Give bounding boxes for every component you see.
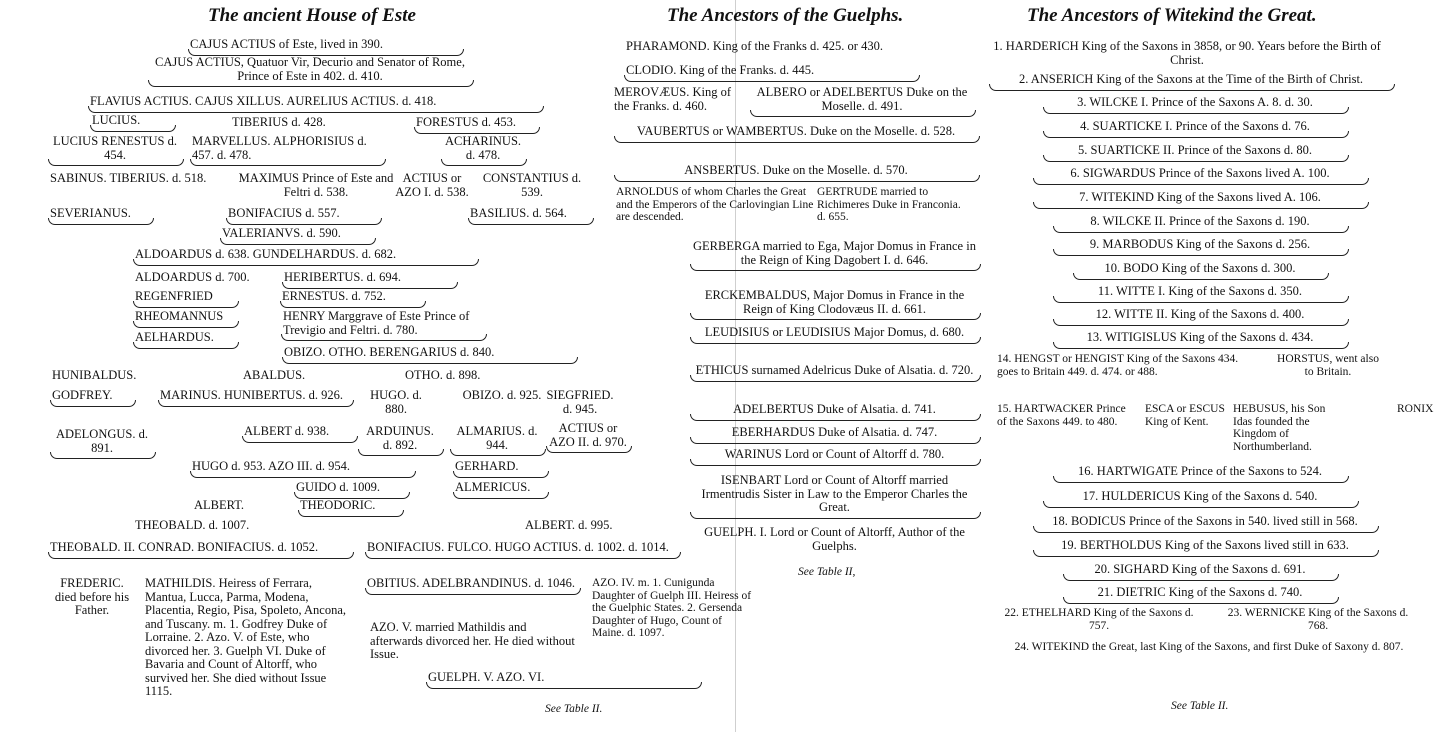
bracket-line — [690, 264, 981, 271]
genealogy-entry: FORESTUS d. 453. — [416, 115, 517, 129]
genealogy-entry: ARNOLDUS of whom Charles the Great and the Emperors of the Carlovingian Line are descended. — [616, 186, 814, 223]
bracket-line — [50, 400, 136, 407]
bracket-line — [298, 510, 404, 517]
bracket-line — [190, 471, 416, 478]
genealogy-entry: MARINUS. HUNIBERTUS. d. 926. — [160, 388, 343, 402]
genealogy-entry: ALMARIUS. d. 944. — [456, 424, 538, 452]
genealogy-entry: 13. WITIGISLUS King of the Saxons d. 434. — [1086, 330, 1314, 344]
genealogy-entry: ALBERT. d. 995. — [525, 518, 613, 532]
genealogy-entry: HENRY Marggrave of Este Prince of Trevigio and Feltri. d. 780. — [283, 309, 470, 337]
genealogy-entry: 14. HENGST or HENGIST King of the Saxons 434. goes to Britain 449. d. 474. or 488. — [997, 353, 1239, 378]
genealogy-entry: FREDERIC. died before his Father. — [54, 576, 130, 617]
bracket-line — [690, 337, 981, 344]
genealogy-entry: WARINUS Lord or Count of Altorff d. 780. — [724, 447, 945, 461]
bracket-line — [294, 492, 410, 499]
genealogy-entry: OTHO. d. 898. — [405, 368, 481, 382]
bracket-line — [282, 357, 578, 364]
bracket-line — [453, 492, 549, 499]
genealogy-entry: ERCKEMBALDUS, Major Domus in France in the Reign of King Clodovæus II. d. 661. — [704, 288, 965, 316]
genealogy-entry: BASILIUS. d. 564. — [470, 206, 567, 220]
genealogy-entry: MARVELLUS. ALPHORISIUS d. 457. d. 478. — [192, 134, 367, 162]
genealogy-entry: OBITIUS. ADELBRANDINUS. d. 1046. — [367, 576, 575, 590]
genealogy-entry: BONIFACIUS. FULCO. HUGO ACTIUS. d. 1002. d. 1014. — [367, 540, 669, 554]
bracket-line — [1053, 342, 1349, 349]
genealogy-entry: HUNIBALDUS. — [52, 368, 137, 382]
genealogy-entry: SABINUS. TIBERIUS. d. 518. — [50, 171, 207, 185]
genealogy-entry: 6. SIGWARDUS Prince of the Saxons lived A. 100. — [1070, 166, 1330, 180]
genealogy-entry: ETHICUS surnamed Adelricus Duke of Alsatia. d. 720. — [695, 363, 974, 377]
page-title-guelphs: The Ancestors of the Guelphs. — [667, 5, 904, 26]
bracket-line — [614, 175, 980, 182]
bracket-line — [158, 400, 354, 407]
genealogy-entry: GERBERGA married to Ega, Major Domus in France in the Reign of King Dagobert I. d. 646. — [693, 239, 976, 267]
bracket-line — [1043, 131, 1349, 138]
bracket-line — [133, 342, 239, 349]
genealogy-entry: 22. ETHELHARD King of the Saxons d. 757. — [1004, 607, 1194, 632]
genealogy-entry: AZO. IV. m. 1. Cunigunda Daughter of Guelph III. Heiress of the Guelphic States. 2. Gersenda Daughter of Hugo, Count of Maine. d. 1097. — [592, 577, 752, 639]
bracket-line — [133, 259, 479, 266]
page-title-witekind: The Ancestors of Witekind the Great. — [1027, 5, 1317, 26]
genealogy-entry: ARDUINUS. d. 892. — [366, 424, 434, 452]
genealogy-entry: 9. MARBODUS King of the Saxons d. 256. — [1089, 237, 1311, 251]
genealogy-entry: GERTRUDE married to Richimeres Duke in Franconia. d. 655. — [817, 186, 961, 223]
genealogy-entry: MEROVÆUS. King of the Franks. d. 460. — [614, 85, 732, 113]
genealogy-entry: THEOBALD. d. 1007. — [135, 518, 250, 532]
genealogy-entry: ALDOARDUS d. 638. GUNDELHARDUS. d. 682. — [135, 247, 397, 261]
genealogy-entry: HUGO. d. 880. — [370, 388, 422, 416]
genealogy-entry: RHEOMANNUS — [135, 309, 224, 323]
genealogy-entry: 4. SUARTICKE I. Prince of the Saxons d. 76. — [1080, 119, 1310, 133]
genealogy-entry: 16. HARTWIGATE Prince of the Saxons to 524. — [1077, 464, 1322, 478]
bracket-line — [1053, 226, 1349, 233]
genealogy-entry: 17. HULDERICUS King of the Saxons d. 540. — [1082, 489, 1318, 503]
bracket-line — [88, 106, 544, 113]
genealogy-entry: GUELPH. I. Lord or Count of Altorff, Author of the Guelphs. — [704, 525, 965, 553]
genealogy-entry: CAJUS ACTIUS of Este, lived in 390. — [190, 37, 384, 51]
genealogy-entry: REGENFRIED — [135, 289, 213, 303]
genealogy-entry: EBERHARDUS Duke of Alsatia. d. 747. — [731, 425, 938, 439]
genealogy-entry: GUELPH. V. AZO. VI. — [428, 670, 545, 684]
genealogy-entry: 7. WITEKIND King of the Saxons lived A. 106. — [1079, 190, 1321, 204]
genealogy-entry: LUCIUS RENESTUS d. 454. — [53, 134, 177, 162]
genealogy-entry: ABALDUS. — [243, 368, 306, 382]
genealogy-entry: GERHARD. — [455, 459, 519, 473]
page-ancestors-witekind — [985, 0, 1456, 732]
bracket-line — [220, 238, 376, 245]
genealogy-entry: 3. WILCKE I. Prince of the Saxons A. 8. d. 30. — [1077, 95, 1313, 109]
genealogy-entry: ESCA or ESCUS King of Kent. — [1145, 403, 1225, 428]
bracket-line — [690, 414, 981, 421]
bracket-line — [281, 334, 487, 341]
genealogy-entry: ADELBERTUS Duke of Alsatia. d. 741. — [733, 402, 936, 416]
genealogy-entry: 15. HARTWACKER Prince of the Saxons 449. to 480. — [997, 403, 1126, 428]
bracket-line — [989, 84, 1395, 91]
bracket-line — [690, 459, 981, 466]
bracket-line — [48, 552, 354, 559]
bracket-line — [48, 218, 154, 225]
bracket-line — [468, 218, 594, 225]
genealogy-entry: ISENBART Lord or Count of Altorff married Irmentrudis Sister in Law to the Emperor Charles the Great. — [701, 473, 968, 514]
genealogy-entry: LEUDISIUS or LEUDISIUS Major Domus, d. 680. — [704, 325, 965, 339]
genealogy-entry: 12. WITTE II. King of the Saxons d. 400. — [1095, 307, 1305, 321]
genealogy-entry: ACTIUS or AZO I. d. 538. — [395, 171, 469, 199]
bracket-line — [1033, 550, 1379, 557]
genealogy-entry: ADELONGUS. d. 891. — [55, 427, 148, 455]
bracket-line — [280, 301, 426, 308]
genealogy-entry: AZO. V. married Mathildis and afterwards divorced her. He died without Issue. — [370, 620, 575, 661]
genealogy-entry: 8. WILCKE II. Prince of the Saxons d. 190. — [1090, 214, 1310, 228]
genealogy-entry: VALERIANVS. d. 590. — [222, 226, 341, 240]
genealogy-entry: OBIZO. d. 925. — [462, 388, 542, 402]
genealogy-entry: 24. WITEKIND the Great, last King of the Saxons, and first Duke of Saxony d. 807. — [1014, 641, 1404, 653]
page-ancestors-guelphs — [612, 0, 992, 732]
genealogy-entry: TIBERIUS d. 428. — [232, 115, 326, 129]
genealogy-entry: 19. BERTHOLDUS King of the Saxons lived still in 633. — [1061, 538, 1349, 552]
bracket-line — [226, 218, 382, 225]
genealogy-entry: ALBERO or ADELBERTUS Duke on the Moselle. d. 491. — [756, 85, 968, 113]
bracket-line — [690, 512, 981, 519]
genealogy-entry: 2. ANSERICH King of the Saxons at the Time of the Birth of Christ. — [1018, 72, 1364, 86]
genealogy-entry: CONSTANTIUS d. 539. — [482, 171, 582, 199]
genealogy-entry: ALMERICUS. — [455, 480, 531, 494]
bracket-line — [1063, 597, 1339, 604]
bracket-line — [1063, 574, 1339, 581]
bracket-line — [190, 159, 386, 166]
bracket-line — [90, 125, 176, 132]
see-table-note-guelphs: See Table II, — [798, 566, 856, 578]
genealogy-entry: SIEGFRIED. d. 945. — [546, 388, 614, 416]
genealogy-entry: VAUBERTUS or WAMBERTUS. Duke on the Moselle. d. 528. — [636, 124, 956, 138]
genealogy-entry: 20. SIGHARD King of the Saxons d. 691. — [1094, 562, 1306, 576]
genealogy-entry: FLAVIUS ACTIUS. CAJUS XILLUS. AURELIUS ACTIUS. d. 418. — [90, 94, 437, 108]
genealogy-entry: 11. WITTE I. King of the Saxons d. 350. — [1097, 284, 1303, 298]
bracket-line — [242, 436, 358, 443]
genealogy-entry: CLODIO. King of the Franks. d. 445. — [626, 63, 815, 77]
bracket-line — [614, 136, 980, 143]
bracket-line — [133, 301, 239, 308]
bracket-line — [1043, 107, 1349, 114]
genealogy-entry: MATHILDIS. Heiress of Ferrara, Mantua, Lucca, Parma, Modena, Placentia, Regio, Pisa, Spoleto, Ancona, and Tuscany. m. 1. Godfrey Duke of Lorraine. 2. Azo. V. of Este, who divorced her. 3. Guelph VI. Duke of Bavaria and Count of Altorff, who survived her. She died without Issue 1115. — [145, 576, 347, 698]
bracket-line — [690, 437, 981, 444]
bracket-line — [48, 159, 184, 166]
genealogy-entry: SEVERIANUS. — [50, 206, 131, 220]
bracket-line — [148, 80, 474, 87]
genealogy-entry: HUGO d. 953. AZO III. d. 954. — [192, 459, 350, 473]
bracket-line — [1043, 501, 1359, 508]
bracket-line — [453, 471, 549, 478]
bracket-line — [1033, 202, 1369, 209]
bracket-line — [358, 449, 444, 456]
genealogy-entry: AELHARDUS. — [135, 330, 214, 344]
genealogy-entry: 5. SUARTICKE II. Prince of the Saxons d. 80. — [1078, 143, 1312, 157]
bracket-line — [1053, 249, 1349, 256]
bracket-line — [188, 49, 464, 56]
see-table-note-witekind: See Table II. — [1171, 700, 1229, 712]
genealogy-entry: GODFREY. — [52, 388, 113, 402]
genealogy-entry: ACHARINUS. d. 478. — [444, 134, 522, 162]
bracket-line — [414, 127, 540, 134]
genealogy-entry: ACTIUS or AZO II. d. 970. — [549, 421, 627, 449]
genealogy-entry: RONIX — [1397, 403, 1434, 415]
genealogy-entry: OBIZO. OTHO. BERENGARIUS d. 840. — [284, 345, 495, 359]
page-title-este: The ancient House of Este — [208, 5, 416, 26]
bracket-line — [450, 449, 546, 456]
genealogy-entry: PHARAMOND. King of the Franks d. 425. or 430. — [626, 39, 883, 53]
genealogy-entry: ANSBERTUS. Duke on the Moselle. d. 570. — [684, 163, 908, 177]
bracket-line — [1033, 178, 1369, 185]
bracket-line — [50, 452, 156, 459]
bracket-line — [365, 588, 581, 595]
bracket-line — [690, 313, 981, 320]
bracket-line — [750, 110, 976, 117]
bracket-line — [282, 282, 458, 289]
genealogy-entry: GUIDO d. 1009. — [296, 480, 381, 494]
bracket-line — [1053, 296, 1349, 303]
genealogy-entry: HERIBERTUS. d. 694. — [284, 270, 401, 284]
genealogy-entry: 10. BODO King of the Saxons d. 300. — [1104, 261, 1296, 275]
bracket-line — [1073, 273, 1329, 280]
genealogy-entry: ALBERT d. 938. — [244, 424, 330, 438]
genealogy-entry: ALDOARDUS d. 700. — [135, 270, 250, 284]
bracket-line — [690, 375, 981, 382]
bracket-line — [441, 159, 527, 166]
bracket-line — [1053, 476, 1349, 483]
genealogy-entry: 23. WERNICKE King of the Saxons d. 768. — [1227, 607, 1409, 632]
see-table-note-este: See Table II. — [545, 703, 603, 715]
genealogy-entry: BONIFACIUS d. 557. — [228, 206, 340, 220]
genealogy-entry: ERNESTUS. d. 752. — [282, 289, 386, 303]
genealogy-entry: 21. DIETRIC King of the Saxons d. 740. — [1097, 585, 1303, 599]
genealogy-entry: CAJUS ACTIUS, Quatuor Vir, Decurio and Senator of Rome, Prince of Este in 402. d. 410. — [155, 55, 465, 83]
bracket-line — [624, 75, 920, 82]
genealogy-entry: 1. HARDERICH King of the Saxons in 3858, or 90. Years before the Birth of Christ. — [993, 39, 1381, 67]
genealogy-entry: 18. BODICUS Prince of the Saxons in 540. lived still in 568. — [1052, 514, 1358, 528]
genealogy-entry: HEBUSUS, his Son Idas founded the Kingdom of Northumberland. — [1233, 403, 1326, 453]
genealogy-entry: THEOBALD. II. CONRAD. BONIFACIUS. d. 1052. — [50, 540, 319, 554]
bracket-line — [133, 321, 239, 328]
genealogy-entry: HORSTUS, went also to Britain. — [1277, 353, 1379, 378]
genealogy-entry: MAXIMUS Prince of Este and Feltri d. 538. — [238, 171, 394, 199]
bracket-line — [1033, 526, 1379, 533]
bracket-line — [1043, 155, 1349, 162]
genealogy-entry: THEODORIC. — [300, 498, 376, 512]
genealogy-entry: ALBERT. — [194, 498, 245, 512]
genealogy-entry: LUCIUS. — [92, 113, 141, 127]
bracket-line — [1053, 319, 1349, 326]
